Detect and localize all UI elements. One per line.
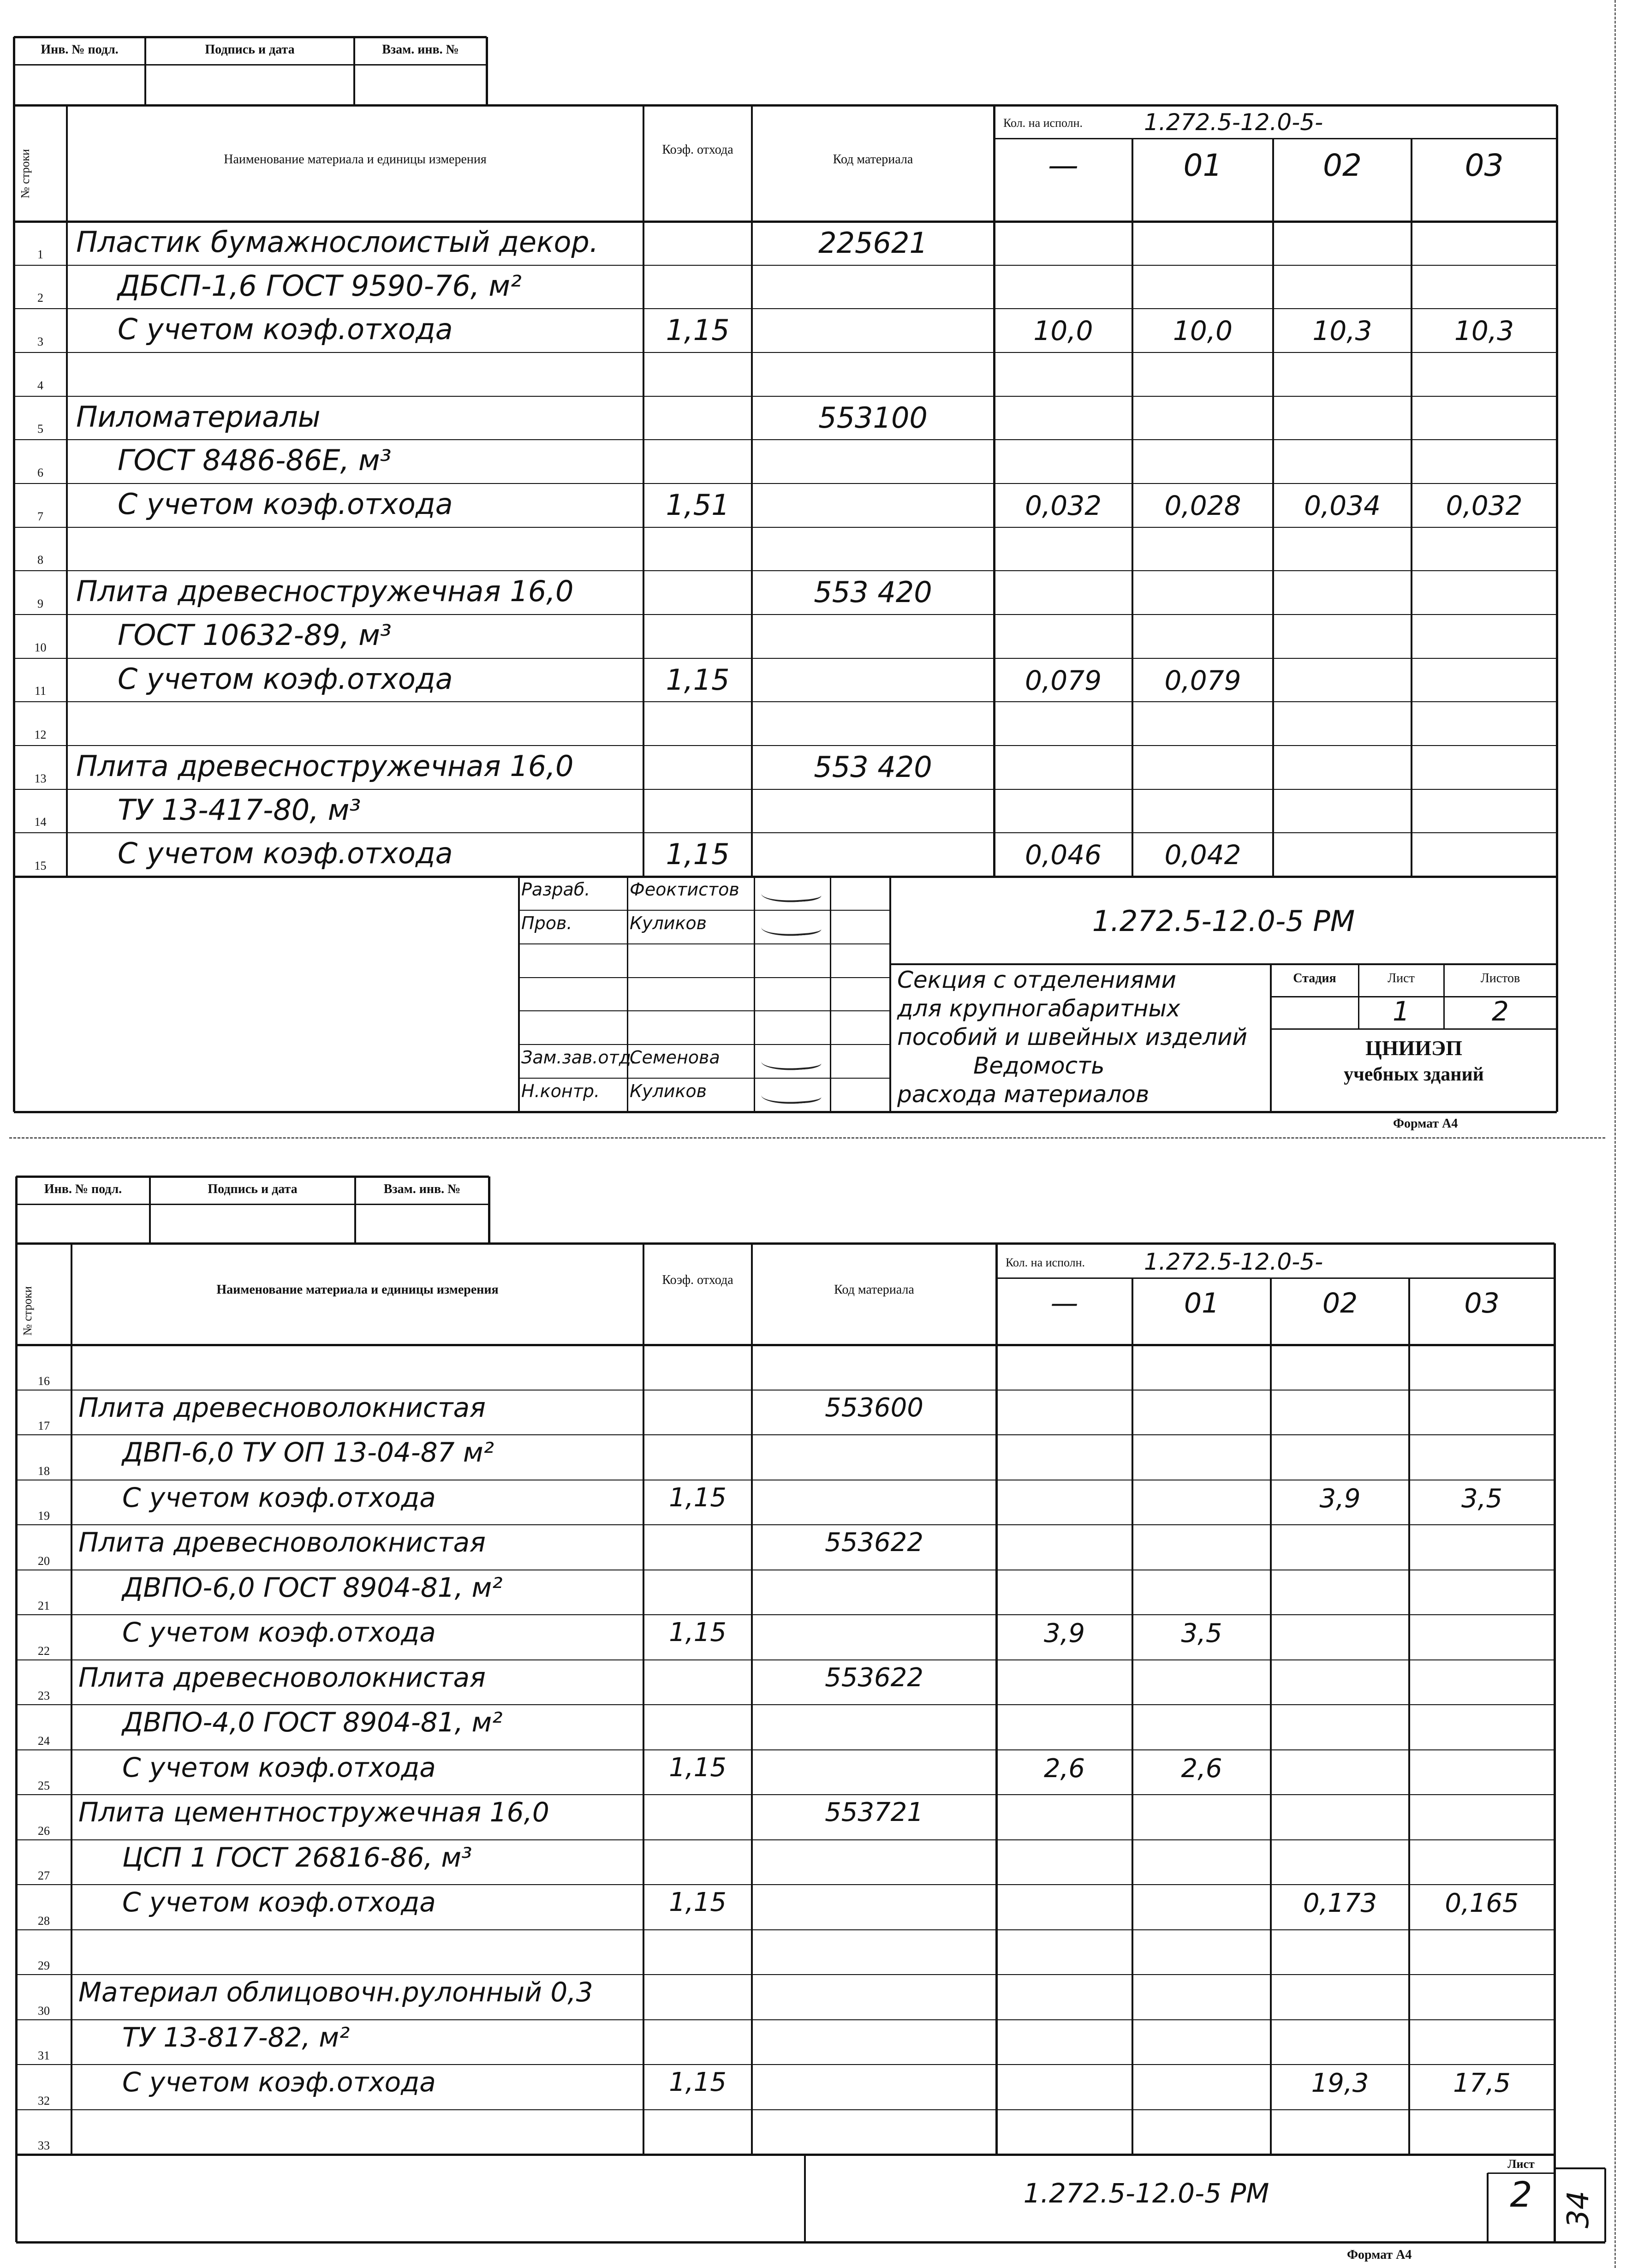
variant-header-3: 03 <box>1464 1287 1500 1319</box>
rule-line <box>751 1243 753 2155</box>
sheet-number: 2 <box>1510 2174 1532 2215</box>
material-name: С учетом коэф.отхода <box>122 2066 436 2098</box>
rule-line <box>518 877 520 1112</box>
quantity-value: 10,3 <box>1312 315 1372 347</box>
handwritten-signature <box>761 916 822 938</box>
rule-line <box>16 1614 1555 1615</box>
document-title-line: Ведомость <box>973 1052 1105 1079</box>
material-name: ДВПО-4,0 ГОСТ 8904-81, м² <box>122 1707 503 1738</box>
rule-line <box>14 396 1557 397</box>
row-number: 23 <box>38 1689 50 1702</box>
quantity-value: 0,046 <box>1024 839 1102 871</box>
rule-line <box>995 1243 998 2155</box>
row-number: 17 <box>38 1419 50 1432</box>
rule-line <box>16 1929 1555 1930</box>
format-label: Формат А4 <box>1393 1116 1458 1131</box>
row-number: 14 <box>34 815 47 829</box>
rule-line <box>519 1010 890 1011</box>
cut-line <box>9 1137 1605 1139</box>
row-number: 11 <box>34 684 47 698</box>
variant-header-0: — <box>1050 1287 1078 1319</box>
rule-line <box>519 943 890 944</box>
row-number: 22 <box>38 1644 50 1658</box>
row-number-header: № строки <box>18 149 32 198</box>
rule-line <box>16 1794 1555 1795</box>
rule-line <box>16 1390 1555 1391</box>
signature-role: Н.контр. <box>521 1081 600 1102</box>
row-number: 3 <box>37 335 43 348</box>
rule-line <box>627 877 628 1112</box>
row-number: 31 <box>38 2049 50 2062</box>
rule-line <box>14 745 1557 746</box>
row-number: 33 <box>38 2139 50 2152</box>
waste-coefficient: 1,15 <box>666 662 730 697</box>
rule-line <box>16 1974 1555 1975</box>
quantity-value: 0,173 <box>1303 1888 1377 1918</box>
rule-line <box>16 2109 1555 2110</box>
rule-line <box>14 265 1557 266</box>
material-name: ГОСТ 8486-86Е, м³ <box>118 443 392 477</box>
rule-line <box>14 658 1557 659</box>
material-name: С учетом коэф.отхода <box>118 836 453 871</box>
row-number: 20 <box>38 1554 50 1568</box>
document-title-line: для крупногабаритных <box>897 995 1180 1022</box>
material-code: 553 420 <box>814 750 932 784</box>
material-code-header: Код материала <box>834 1283 914 1297</box>
rule-line <box>16 1839 1555 1840</box>
signature-role: Зам.зав.отд. <box>521 1047 637 1068</box>
quantity-value: 0,042 <box>1164 839 1241 871</box>
row-number: 5 <box>37 422 43 436</box>
rule-line <box>890 963 1557 965</box>
material-code: 553721 <box>825 1797 923 1827</box>
variant-header-0: — <box>1048 148 1078 183</box>
row-number: 12 <box>34 728 47 741</box>
material-code-header: Код материала <box>833 152 913 167</box>
handwritten-signature <box>761 883 822 905</box>
row-number: 30 <box>38 2004 50 2017</box>
stamp-cell-label: Подпись и дата <box>205 42 295 57</box>
quantity-value: 2,6 <box>1043 1753 1085 1784</box>
rule-line <box>1132 1278 1133 2155</box>
row-number: 4 <box>37 378 43 392</box>
quantity-value: 3,9 <box>1319 1483 1361 1514</box>
variant-header-1: 01 <box>1184 1287 1220 1319</box>
rule-line <box>14 64 487 66</box>
designation-code: 1.272.5-12.0-5- <box>1144 1248 1323 1275</box>
variant-header-2: 02 <box>1322 1287 1358 1319</box>
row-number: 16 <box>38 1374 50 1388</box>
material-name: С учетом коэф.отхода <box>118 312 453 346</box>
row-number: 10 <box>34 640 47 654</box>
quantity-header: Кол. на исполн. <box>1006 1256 1085 1269</box>
signature-name: Феоктистов <box>630 879 739 900</box>
material-code: 553600 <box>825 1392 923 1423</box>
rule-line <box>16 1434 1555 1435</box>
material-name: С учетом коэф.отхода <box>118 662 453 696</box>
rule-line <box>16 1242 1555 1245</box>
material-name: ГОСТ 10632-89, м³ <box>118 618 392 652</box>
waste-coefficient-header: Коэф. отхода <box>662 143 733 157</box>
material-code: 553622 <box>825 1662 923 1693</box>
row-number: 19 <box>38 1509 50 1522</box>
rule-line <box>14 876 1557 878</box>
quantity-value: 3,5 <box>1181 1618 1222 1648</box>
row-number: 26 <box>38 1824 50 1838</box>
rule-line <box>16 1659 1555 1660</box>
waste-coefficient: 1,15 <box>666 837 730 871</box>
variant-header-2: 02 <box>1323 148 1362 183</box>
material-name: ДВПО-6,0 ГОСТ 8904-81, м² <box>122 1571 503 1603</box>
waste-coefficient: 1,15 <box>669 1617 727 1647</box>
material-name: ЦСП 1 ГОСТ 26816-86, м³ <box>122 1841 472 1873</box>
quantity-value: 0,079 <box>1024 664 1102 696</box>
quantity-value: 0,032 <box>1446 490 1523 521</box>
rule-line <box>519 977 890 978</box>
quantity-value: 0,079 <box>1164 664 1241 696</box>
sheets-value: 2 <box>1492 996 1509 1027</box>
material-name: С учетом коэф.отхода <box>122 1751 436 1783</box>
quantity-value: 3,5 <box>1461 1483 1503 1514</box>
material-name: С учетом коэф.отхода <box>122 1886 436 1918</box>
rule-line <box>996 1277 1555 1279</box>
stamp-cell-label: Инв. № подл. <box>41 42 119 57</box>
waste-coefficient: 1,15 <box>666 313 730 347</box>
row-number: 2 <box>37 291 43 305</box>
sheet-label: Лист <box>1388 971 1415 985</box>
row-number: 15 <box>34 859 47 872</box>
rule-line <box>519 1044 890 1045</box>
rule-line <box>14 832 1557 833</box>
material-name: ТУ 13-417-80, м³ <box>118 793 361 827</box>
rule-line <box>14 614 1557 615</box>
margin-cut-line <box>1614 0 1616 2268</box>
quantity-value: 0,028 <box>1164 490 1241 521</box>
rule-line <box>1271 1028 1557 1030</box>
row-number: 18 <box>38 1464 50 1478</box>
material-name: ДВП-6,0 ТУ ОП 13-04-87 м² <box>122 1437 494 1468</box>
rule-line <box>14 527 1557 528</box>
row-number: 9 <box>37 597 43 610</box>
rule-line <box>16 1176 489 1178</box>
material-code: 553100 <box>818 400 928 435</box>
organization-name: ЦНИИЭП <box>1365 1036 1463 1060</box>
document-title-line: пособий и швейных изделий <box>897 1024 1247 1050</box>
rule-line <box>1408 1278 1410 2155</box>
document-code: 1.272.5-12.0-5 РМ <box>1023 2178 1269 2209</box>
rule-line <box>14 483 1557 484</box>
handwritten-signature <box>761 1085 822 1106</box>
rule-line <box>14 36 487 38</box>
rule-line <box>14 1111 1557 1113</box>
waste-coefficient: 1,51 <box>666 488 730 522</box>
material-code: 225621 <box>818 226 928 260</box>
rule-line <box>14 221 1557 223</box>
row-number: 8 <box>37 553 43 567</box>
document-code: 1.272.5-12.0-5 РМ <box>1092 904 1355 938</box>
rule-line <box>14 104 1557 107</box>
rule-line <box>16 1749 1555 1750</box>
rule-line <box>14 701 1557 702</box>
material-name: Пиломатериалы <box>76 400 321 434</box>
designation-code: 1.272.5-12.0-5- <box>1144 109 1323 136</box>
quantity-value: 19,3 <box>1311 2068 1369 2098</box>
quantity-value: 10,0 <box>1033 315 1093 347</box>
material-name: С учетом коэф.отхода <box>118 487 453 521</box>
quantity-value: 10,0 <box>1173 315 1233 347</box>
material-name: С учетом коэф.отхода <box>122 1481 436 1513</box>
rule-line <box>1556 105 1558 1112</box>
material-name: Материал облицовочн.рулонный 0,3 <box>78 1976 593 2008</box>
rule-line <box>16 2064 1555 2065</box>
material-name: Плита древесностружечная 16,0 <box>76 749 574 783</box>
document-title-line: расхода материалов <box>897 1081 1150 1108</box>
rule-line <box>16 2154 1555 2156</box>
variant-header-1: 01 <box>1183 148 1222 183</box>
stamp-cell-label: Подпись и дата <box>208 1182 298 1196</box>
material-name: Плита древесностружечная 16,0 <box>76 574 574 609</box>
signature-role: Разраб. <box>521 879 590 900</box>
row-number: 32 <box>38 2094 50 2107</box>
row-number: 21 <box>38 1599 50 1612</box>
row-number: 6 <box>37 466 43 479</box>
material-name-header: Наименование материала и единицы измерения <box>224 152 487 167</box>
quantity-value: 0,165 <box>1445 1888 1519 1918</box>
material-code: 553622 <box>825 1528 923 1558</box>
rule-line <box>519 1078 890 1079</box>
quantity-value: 0,034 <box>1304 490 1381 521</box>
rule-line <box>14 570 1557 571</box>
material-name: Плита древесноволокнистая <box>78 1391 486 1423</box>
row-number: 7 <box>37 509 43 523</box>
quantity-value: 2,6 <box>1181 1753 1222 1784</box>
sheets-label: Листов <box>1480 971 1520 985</box>
rule-line <box>16 2241 1605 2244</box>
rule-line <box>519 910 890 911</box>
row-number: 24 <box>38 1734 50 1748</box>
rule-line <box>14 789 1557 790</box>
rule-line <box>16 2019 1555 2020</box>
rule-line <box>830 877 831 1112</box>
format-label: Формат А4 <box>1347 2248 1412 2262</box>
waste-coefficient: 1,15 <box>669 1482 727 1513</box>
material-name: Пластик бумажнослоистый декор. <box>76 225 599 259</box>
material-name: Плита древесноволокнистая <box>78 1661 486 1693</box>
handwritten-signature <box>761 1051 822 1073</box>
material-code: 553 420 <box>814 575 932 609</box>
rule-line <box>16 1524 1555 1525</box>
quantity-value: 10,3 <box>1454 315 1514 347</box>
stage-label: Стадия <box>1293 971 1336 985</box>
rule-line <box>15 2155 18 2242</box>
quantity-header: Кол. на исполн. <box>1003 116 1083 130</box>
waste-coefficient-header: Коэф. отхода <box>662 1273 733 1287</box>
row-number: 29 <box>38 1959 50 1972</box>
rule-line <box>994 138 1557 139</box>
quantity-value: 3,9 <box>1043 1618 1085 1648</box>
signature-role: Пров. <box>521 913 572 933</box>
waste-coefficient: 1,15 <box>669 1752 727 1783</box>
rule-line <box>14 308 1557 309</box>
rule-line <box>1270 1278 1272 2155</box>
rule-line <box>1554 1243 1556 2168</box>
row-number: 1 <box>37 247 43 261</box>
material-name: ДБСП-1,6 ГОСТ 9590-76, м² <box>118 269 522 303</box>
signature-name: Куликов <box>630 1081 707 1102</box>
rule-line <box>643 1243 644 2155</box>
material-name: Плита цементностружечная 16,0 <box>78 1796 549 1828</box>
document-title-line: Секция с отделениями <box>897 967 1177 993</box>
material-name: Плита древесноволокнистая <box>78 1527 486 1558</box>
page-number: 34 <box>1561 2190 1596 2228</box>
rule-line <box>1555 2167 1605 2169</box>
waste-coefficient: 1,15 <box>669 2067 727 2097</box>
variant-header-3: 03 <box>1465 148 1504 183</box>
signature-name: Семенова <box>630 1047 720 1068</box>
stamp-cell-label: Взам. инв. № <box>383 1182 461 1196</box>
waste-coefficient: 1,15 <box>669 1887 727 1917</box>
rule-line <box>16 1344 1555 1346</box>
stamp-cell-label: Инв. № подл. <box>44 1182 122 1196</box>
organization-subtitle: учебных зданий <box>1344 1064 1484 1085</box>
rule-line <box>16 1704 1555 1705</box>
rule-line <box>16 1204 489 1205</box>
row-number: 28 <box>38 1914 50 1928</box>
material-name: С учетом коэф.отхода <box>122 1617 436 1648</box>
sheet-value: 1 <box>1393 996 1410 1027</box>
quantity-value: 17,5 <box>1453 2068 1511 2098</box>
row-number-header: № строки <box>21 1286 34 1336</box>
signature-name: Куликов <box>630 913 707 933</box>
material-name-header: Наименование материала и единицы измерения <box>216 1283 499 1297</box>
row-number: 25 <box>38 1779 50 1792</box>
rule-line <box>14 439 1557 440</box>
row-number: 27 <box>38 1869 50 1882</box>
row-number: 13 <box>34 771 47 785</box>
rule-line <box>14 352 1557 353</box>
quantity-value: 0,032 <box>1024 490 1102 521</box>
rule-line <box>754 877 755 1112</box>
stamp-cell-label: Взам. инв. № <box>382 42 459 57</box>
material-name: ТУ 13-817-82, м² <box>122 2021 350 2053</box>
rule-line <box>1604 2168 1606 2242</box>
sheet-label: Лист <box>1507 2157 1535 2171</box>
rule-line <box>16 1884 1555 1885</box>
